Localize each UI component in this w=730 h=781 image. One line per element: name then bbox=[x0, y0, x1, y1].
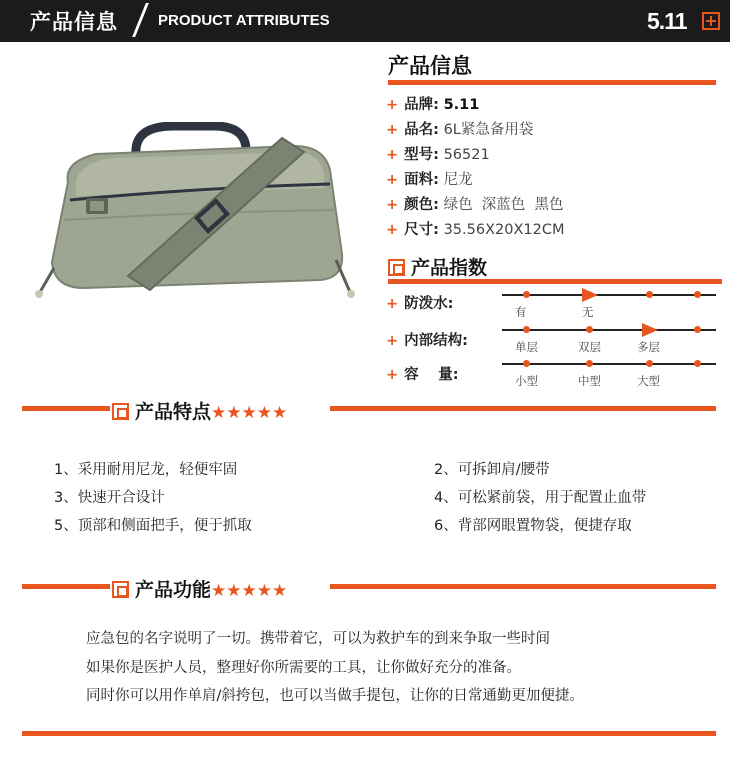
index-scale-structure bbox=[502, 322, 716, 356]
scale-dot bbox=[694, 360, 701, 367]
square-target-icon bbox=[112, 581, 129, 598]
scale-dot bbox=[646, 360, 653, 367]
info-row-model bbox=[386, 143, 490, 164]
scale-dot bbox=[586, 360, 593, 367]
index-row-waterproof bbox=[386, 292, 453, 313]
features-title-text: 产品特点 bbox=[135, 401, 212, 423]
index-label: 防泼水: bbox=[404, 296, 454, 312]
info-label: 尺寸: bbox=[404, 222, 439, 238]
function-title bbox=[112, 575, 287, 602]
scale-tick-label: 无 bbox=[582, 305, 594, 319]
feature-item: 6、背部网眼置物袋，便捷存取 bbox=[434, 518, 632, 534]
scale-tick-label: 有 bbox=[515, 305, 527, 319]
level-arrow-icon bbox=[642, 323, 658, 337]
info-row-brand bbox=[386, 93, 479, 114]
info-row-color bbox=[386, 193, 564, 214]
header-bar bbox=[0, 0, 730, 42]
features-title bbox=[112, 397, 287, 424]
header-divider-slash bbox=[132, 3, 149, 37]
info-row-fabric bbox=[386, 168, 473, 189]
plus-icon: + bbox=[386, 147, 399, 163]
scale-dot bbox=[694, 326, 701, 333]
function-line: 如果你是医护人员，整理好你所需要的工具，让你做好充分的准备。 bbox=[86, 660, 521, 676]
footer-rule bbox=[22, 731, 716, 736]
plus-icon: + bbox=[386, 296, 399, 312]
function-rule-right bbox=[330, 584, 716, 589]
info-value: 35.56X20X12CM bbox=[443, 222, 565, 238]
function-title-text: 产品功能 bbox=[135, 579, 212, 601]
info-label: 颜色: bbox=[404, 197, 439, 213]
feature-item: 5、顶部和侧面把手，便于抓取 bbox=[54, 518, 252, 534]
info-title: 产品信息 bbox=[388, 54, 472, 78]
scale-dot bbox=[523, 360, 530, 367]
index-scale-waterproof bbox=[502, 287, 716, 321]
scale-dot bbox=[646, 291, 653, 298]
square-target-icon bbox=[112, 403, 129, 420]
scale-tick-label: 大型 bbox=[637, 374, 660, 388]
index-title bbox=[388, 253, 487, 280]
info-value: 5.11 bbox=[443, 97, 480, 113]
header-title-en: PRODUCT ATTRIBUTES bbox=[158, 12, 330, 29]
plus-icon: + bbox=[386, 97, 399, 113]
info-label: 面料: bbox=[404, 172, 439, 188]
brand-logo-text: 5.11 bbox=[647, 8, 687, 34]
scale-dot bbox=[586, 326, 593, 333]
info-divider bbox=[388, 80, 716, 85]
product-bag-image bbox=[24, 122, 364, 312]
scale-tick-label: 中型 bbox=[578, 374, 601, 388]
scale-tick-label: 双层 bbox=[578, 340, 601, 354]
info-row-name bbox=[386, 118, 533, 139]
header-title-cn: 产品信息 bbox=[30, 10, 118, 34]
feature-item: 3、快速开合设计 bbox=[54, 490, 165, 506]
features-rule-left bbox=[22, 406, 110, 411]
index-label: 容 量: bbox=[404, 367, 459, 383]
square-target-icon bbox=[388, 259, 405, 276]
index-label: 内部结构: bbox=[404, 333, 468, 349]
info-label: 品牌: bbox=[404, 97, 439, 113]
info-label: 品名: bbox=[404, 122, 439, 138]
function-rule-left bbox=[22, 584, 110, 589]
plus-icon: + bbox=[386, 367, 399, 383]
plus-icon: + bbox=[386, 333, 399, 349]
rating-stars-icon: ★★★★★ bbox=[211, 403, 288, 423]
rating-stars-icon: ★★★★★ bbox=[211, 581, 288, 601]
index-scale-capacity bbox=[502, 356, 716, 390]
info-value: 绿色 深蓝色 黑色 bbox=[443, 197, 564, 213]
feature-item: 1、采用耐用尼龙，轻便牢固 bbox=[54, 462, 238, 478]
scale-tick-label: 单层 bbox=[515, 340, 538, 354]
scale-tick-label: 多层 bbox=[637, 340, 660, 354]
info-row-size bbox=[386, 218, 565, 239]
info-value: 尼龙 bbox=[443, 172, 473, 188]
plus-icon: + bbox=[386, 197, 399, 213]
index-row-structure bbox=[386, 329, 468, 350]
function-line: 应急包的名字说明了一切。携带着它，可以为救护车的到来争取一些时间 bbox=[86, 631, 550, 647]
features-rule-right bbox=[330, 406, 716, 411]
brand-logo-cross-icon bbox=[702, 12, 720, 30]
feature-item: 2、可拆卸肩/腰带 bbox=[434, 462, 550, 478]
info-value: 56521 bbox=[443, 147, 490, 163]
scale-dot bbox=[523, 291, 530, 298]
feature-item: 4、可松紧前袋，用于配置止血带 bbox=[434, 490, 647, 506]
plus-icon: + bbox=[386, 172, 399, 188]
scale-dot bbox=[694, 291, 701, 298]
function-line: 同时你可以用作单肩/斜挎包，也可以当做手提包，让你的日常通勤更加便捷。 bbox=[86, 688, 584, 704]
info-label: 型号: bbox=[404, 147, 439, 163]
level-arrow-icon bbox=[582, 288, 598, 302]
plus-icon: + bbox=[386, 122, 399, 138]
info-value: 6L紧急备用袋 bbox=[443, 122, 534, 138]
index-divider bbox=[388, 279, 722, 284]
plus-icon: + bbox=[386, 222, 399, 238]
scale-tick-label: 小型 bbox=[515, 374, 538, 388]
index-title-text: 产品指数 bbox=[411, 257, 488, 279]
index-row-capacity bbox=[386, 363, 459, 384]
scale-dot bbox=[523, 326, 530, 333]
